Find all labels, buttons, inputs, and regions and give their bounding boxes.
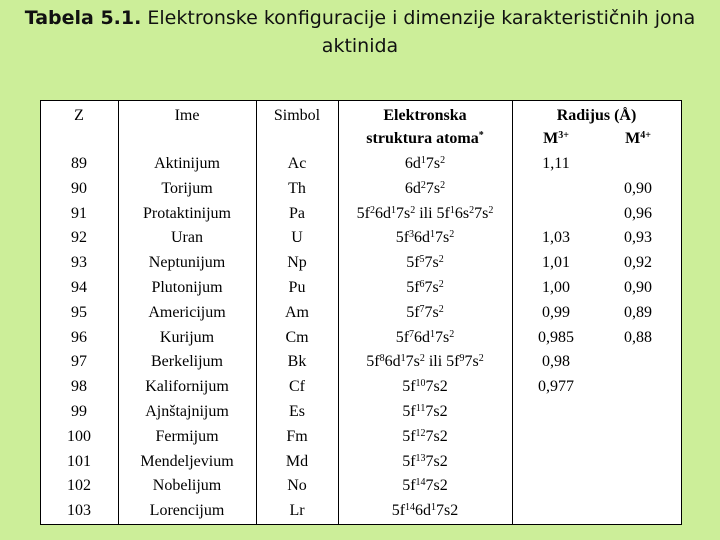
config-superscript: 7: [409, 328, 415, 340]
config-term: 5f: [406, 279, 420, 296]
config-superscript: 3: [409, 229, 415, 241]
cell-simbol: No: [287, 477, 307, 495]
cell-m3: 1,03: [542, 229, 570, 247]
config-term: 7s: [464, 353, 479, 371]
config-term: 5f: [436, 204, 450, 222]
cell-config: [338, 474, 512, 499]
cell-z: 98: [71, 378, 87, 396]
config-superscript: 10: [415, 378, 426, 390]
config-superscript: 2: [449, 229, 455, 241]
config-superscript: 2: [478, 353, 484, 365]
config-term: 7s: [474, 204, 489, 222]
header-radijus: Radijus (Å): [556, 107, 637, 124]
cell-ime: Torijum: [161, 179, 213, 197]
config-term: 5f: [402, 477, 416, 495]
cell-m4: 0,92: [624, 254, 652, 272]
config-term: 5f: [402, 378, 416, 396]
cell-ime: Nobelijum: [152, 477, 222, 495]
cell-config: [338, 400, 512, 425]
slide-title: [0, 4, 720, 60]
cell-m4: 0,88: [624, 328, 652, 346]
cell-z: 101: [67, 452, 91, 470]
column-divider: [512, 100, 513, 525]
config-superscript: 6: [419, 279, 425, 290]
config-superscript: 1: [400, 353, 406, 365]
config-term: 5f: [391, 502, 406, 520]
table-number: Tabela 5.1.: [24, 7, 142, 29]
cell-m4: 0,89: [624, 303, 652, 321]
config-term: 2: [439, 452, 448, 470]
config-term: 7s: [425, 378, 440, 396]
cell-z: 91: [71, 204, 87, 222]
config-term: 5f: [402, 403, 416, 420]
cell-config: [338, 226, 512, 251]
config-term: 7s: [424, 279, 439, 296]
title-text-line2: aktinida: [321, 35, 399, 57]
cell-simbol: Am: [285, 303, 309, 321]
cell-ime: Berkelijum: [151, 353, 223, 371]
config-superscript: 2: [438, 303, 444, 315]
cell-simbol: Cf: [289, 378, 305, 396]
cell-z: 99: [71, 403, 87, 420]
header-struktura-line1: Elektronska: [383, 107, 467, 124]
header-struktura-line2: struktura atoma*: [366, 130, 484, 147]
config-superscript: 2: [488, 204, 494, 216]
cell-config: [338, 301, 512, 326]
config-superscript: 1: [430, 229, 436, 241]
cell-simbol: Ac: [287, 155, 307, 172]
cell-simbol: Fm: [286, 427, 308, 445]
config-term: 5f: [402, 452, 416, 470]
cell-ime: Uran: [171, 229, 203, 247]
cell-m4: 0,96: [624, 204, 652, 222]
table-border-top: [40, 100, 682, 101]
cell-z: 102: [67, 477, 91, 495]
cell-ime: Lorencijum: [149, 502, 225, 520]
cell-ime: Fermijum: [155, 427, 219, 445]
config-superscript: 9: [459, 353, 465, 365]
config-term: 2: [439, 378, 448, 396]
actinide-table: [40, 100, 682, 525]
cell-config: [338, 326, 512, 351]
config-term: 6d: [384, 353, 401, 371]
cell-config: [338, 152, 512, 177]
config-term: 5f: [356, 204, 370, 222]
config-term: 5f: [395, 328, 410, 346]
cell-z: 92: [71, 229, 87, 247]
cell-m3: 1,11: [542, 155, 570, 172]
config-term: 7s: [425, 403, 440, 420]
cell-m3: 0,98: [542, 353, 570, 371]
config-term: 6d: [414, 229, 431, 247]
cell-simbol: Md: [285, 452, 309, 470]
cell-simbol: Np: [287, 254, 307, 272]
cell-simbol: Es: [289, 403, 305, 420]
config-term: 7s: [395, 204, 411, 222]
cell-z: 89: [71, 155, 87, 172]
cell-z: 100: [67, 427, 91, 445]
config-superscript: 13: [415, 452, 426, 464]
cell-config: [338, 425, 512, 450]
config-term: 5f: [402, 427, 416, 445]
cell-m3: 0,985: [538, 328, 574, 346]
config-superscript: 7: [419, 303, 425, 315]
cell-ime: Plutonijum: [151, 279, 223, 296]
config-term: 7s: [424, 254, 439, 272]
config-superscript: 1: [430, 328, 436, 340]
cell-m4: 0,90: [624, 279, 652, 296]
cell-m3: 0,99: [542, 303, 570, 321]
header-z: Z: [74, 107, 84, 124]
config-term: 6d: [404, 155, 421, 172]
cell-ime: Ajnštajnijum: [145, 403, 229, 420]
config-superscript: 14: [415, 477, 426, 489]
cell-simbol: Cm: [285, 328, 309, 346]
cell-simbol: Pa: [289, 204, 305, 222]
cell-simbol: Pu: [288, 279, 306, 296]
config-term: 6d: [374, 204, 391, 222]
config-superscript: 2: [438, 279, 444, 290]
config-superscript: 2: [440, 155, 446, 166]
config-term: 2: [450, 502, 459, 520]
config-term: 7s: [425, 452, 440, 470]
config-term: 7s: [405, 353, 420, 371]
cell-z: 97: [71, 353, 87, 371]
cell-config: [338, 450, 512, 475]
cell-config: [338, 375, 512, 400]
config-term: ili: [424, 353, 447, 371]
config-term: 7s: [435, 229, 450, 247]
config-term: 7s: [425, 427, 440, 445]
config-term: 7s: [425, 179, 441, 197]
config-superscript: 11: [415, 403, 426, 414]
config-superscript: 2: [419, 353, 425, 365]
config-superscript: 8: [379, 353, 385, 365]
config-term: 5f: [366, 353, 380, 371]
cell-m4: 0,93: [624, 229, 652, 247]
cell-z: 93: [71, 254, 87, 272]
config-superscript: 1: [449, 204, 455, 216]
table-border-bottom: [40, 524, 682, 525]
cell-config: [338, 499, 512, 524]
config-term: 6d: [404, 179, 421, 197]
config-superscript: 2: [410, 204, 416, 216]
cell-simbol: U: [291, 229, 303, 247]
cell-config: [338, 350, 512, 375]
cell-config: [338, 251, 512, 276]
config-term: 5f: [406, 254, 420, 272]
config-term: 5f: [446, 353, 460, 371]
cell-z: 90: [71, 179, 87, 197]
config-term: 7s: [436, 502, 451, 520]
config-term: 5f: [395, 229, 410, 247]
cell-ime: Kurijum: [159, 328, 215, 346]
config-term: ili: [415, 204, 437, 222]
header-ime: Ime: [174, 107, 200, 124]
header-m3: $M^{3+}$: [543, 130, 569, 147]
config-term: 2: [439, 403, 448, 420]
cell-ime: Neptunijum: [148, 254, 226, 272]
header-simbol: Simbol: [273, 107, 321, 124]
cell-z: 95: [71, 303, 87, 321]
config-superscript: 2: [369, 204, 375, 216]
cell-simbol: Th: [288, 179, 306, 197]
config-superscript: 1: [420, 155, 426, 166]
cell-m3: 1,00: [542, 279, 570, 296]
cell-config: [338, 202, 512, 227]
cell-m3: 1,01: [542, 254, 570, 272]
config-superscript: 2: [449, 328, 455, 340]
config-superscript: 14: [405, 502, 416, 514]
config-term: 2: [439, 477, 448, 495]
config-term: 5f: [406, 303, 420, 321]
title-text: Elektronske konfiguracije i dimenzije karakterističnih jona: [147, 7, 696, 29]
config-superscript: 2: [469, 204, 475, 216]
config-superscript: 1: [390, 204, 396, 216]
config-superscript: 2: [440, 179, 446, 191]
cell-config: [338, 177, 512, 202]
cell-ime: Americijum: [148, 303, 226, 321]
config-term: 6d: [414, 328, 431, 346]
config-superscript: 12: [415, 427, 426, 439]
cell-config: [338, 276, 512, 301]
cell-ime: Aktinijum: [154, 155, 220, 172]
config-term: 7s: [435, 328, 450, 346]
cell-simbol: Bk: [287, 353, 307, 371]
config-term: 7s: [425, 477, 440, 495]
cell-m3: 0,977: [538, 378, 574, 396]
cell-ime: Protaktinijum: [143, 204, 231, 222]
config-term: 7s: [424, 303, 439, 321]
cell-m4: 0,90: [624, 179, 652, 197]
header-m4: $M^{4+}$: [625, 130, 651, 147]
config-superscript: 2: [420, 179, 426, 191]
config-superscript: 5: [419, 254, 425, 266]
config-term: 7s: [425, 155, 441, 172]
config-superscript: 1: [431, 502, 437, 514]
cell-z: 103: [67, 502, 91, 520]
config-term: 6d: [415, 502, 432, 520]
config-superscript: 2: [438, 254, 444, 266]
cell-z: 94: [71, 279, 87, 296]
cell-ime: Kalifornijum: [145, 378, 229, 396]
cell-simbol: Lr: [289, 502, 305, 520]
config-term: 6s: [454, 204, 470, 222]
cell-ime: Mendeljevium: [140, 452, 234, 470]
config-term: 2: [439, 427, 448, 445]
table-border-right: [681, 100, 682, 525]
cell-z: 96: [71, 328, 87, 346]
